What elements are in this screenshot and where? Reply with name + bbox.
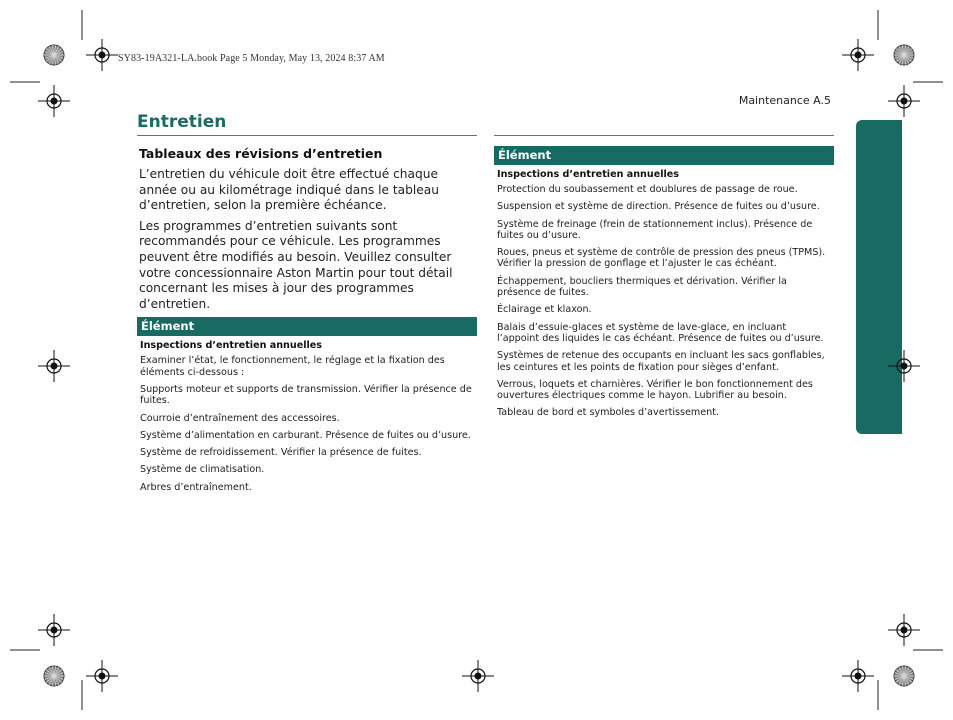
list-item: Balais d’essuie-glaces et système de lave-glace, en incluant l’appoint des liquides le cas échéant. Présence de fuites ou d’usure.	[497, 321, 824, 344]
list-item: Système de climatisation.	[140, 464, 265, 476]
running-head: Maintenance A.5	[738, 94, 831, 107]
row-title: Inspections d’entretien annuelles	[497, 169, 680, 180]
list-item: Roues, pneus et système de contrôle de pression des pneus (TPMS). Vérifier la pression de gonflage et l’ajuster le cas échéant.	[497, 247, 826, 270]
subheading: Tableaux des révisions d’entretien	[139, 146, 383, 161]
list-item: Systèmes de retenue des occupants en incluant les sacs gonflables, les ceintures et les points de fixation pour sièges d’enfant.	[497, 350, 825, 373]
registration-mark-icon	[38, 85, 70, 117]
color-target-icon	[894, 666, 914, 686]
registration-mark-icon	[462, 660, 494, 692]
row-title: Inspections d’entretien annuelles	[140, 340, 323, 352]
registration-mark-icon	[38, 614, 70, 646]
page-title: Entretien	[137, 112, 227, 132]
table-header: Élément	[494, 146, 834, 165]
list-item: Suspension et système de direction. Présence de fuites ou d’usure.	[497, 201, 820, 213]
registration-mark-icon	[38, 350, 70, 382]
list-item: Arbres d’entraînement.	[140, 481, 252, 493]
list-item: Système de freinage (frein de stationnement inclus). Présence de fuites ou d’usure.	[497, 218, 813, 241]
registration-mark-icon	[86, 660, 118, 692]
list-item: Système de refroidissement. Vérifier la présence de fuites.	[140, 447, 422, 459]
color-target-icon	[894, 45, 914, 65]
list-item: Courroie d’entraînement des accessoires.	[140, 412, 340, 424]
list-item: Supports moteur et supports de transmission. Vérifier la présence de fuites.	[140, 383, 472, 407]
intro-paragraph: Les programmes d’entretien suivants sont recommandés pour ce véhicule. Les programmes peuvent être modifiés au besoin. Veuillez consulter votre concessionnaire Aston Martin pour tout détail concernant les mises à jour des programmes d’entretien.	[139, 218, 453, 311]
print-info: SY83-19A321-LA.book Page 5 Monday, May 13, 2024 8:37 AM	[118, 53, 385, 64]
registration-mark-icon	[842, 39, 874, 71]
color-target-icon	[44, 45, 64, 65]
list-item: Tableau de bord et symboles d’avertissement.	[497, 407, 720, 419]
list-item: Verrous, loquets et charnières. Vérifier le bon fonctionnement des ouvertures électriques comme le hayon. Lubrifier au besoin.	[497, 378, 813, 402]
registration-mark-icon	[86, 39, 118, 71]
list-item: Système d’alimentation en carburant. Présence de fuites ou d’usure.	[140, 429, 471, 441]
list-item: Échappement, boucliers thermiques et dérivation. Vérifier la présence de fuites.	[497, 275, 787, 299]
registration-mark-icon	[888, 350, 920, 382]
table-header: Élément	[137, 317, 477, 336]
intro-paragraph: L’entretien du véhicule doit être effectué chaque année ou au kilométrage indiqué dans le tableau d’entretien, selon la première échéance.	[139, 167, 439, 213]
list-item: Éclairage et klaxon.	[497, 304, 592, 316]
list-item: Protection du soubassement et doublures de passage de roue.	[497, 184, 798, 195]
color-target-icon	[44, 666, 64, 686]
registration-mark-icon	[888, 85, 920, 117]
registration-mark-icon	[842, 660, 874, 692]
registration-mark-icon	[888, 614, 920, 646]
list-item: Examiner l’état, le fonctionnement, le réglage et la fixation des éléments ci-dessous :	[140, 355, 445, 378]
